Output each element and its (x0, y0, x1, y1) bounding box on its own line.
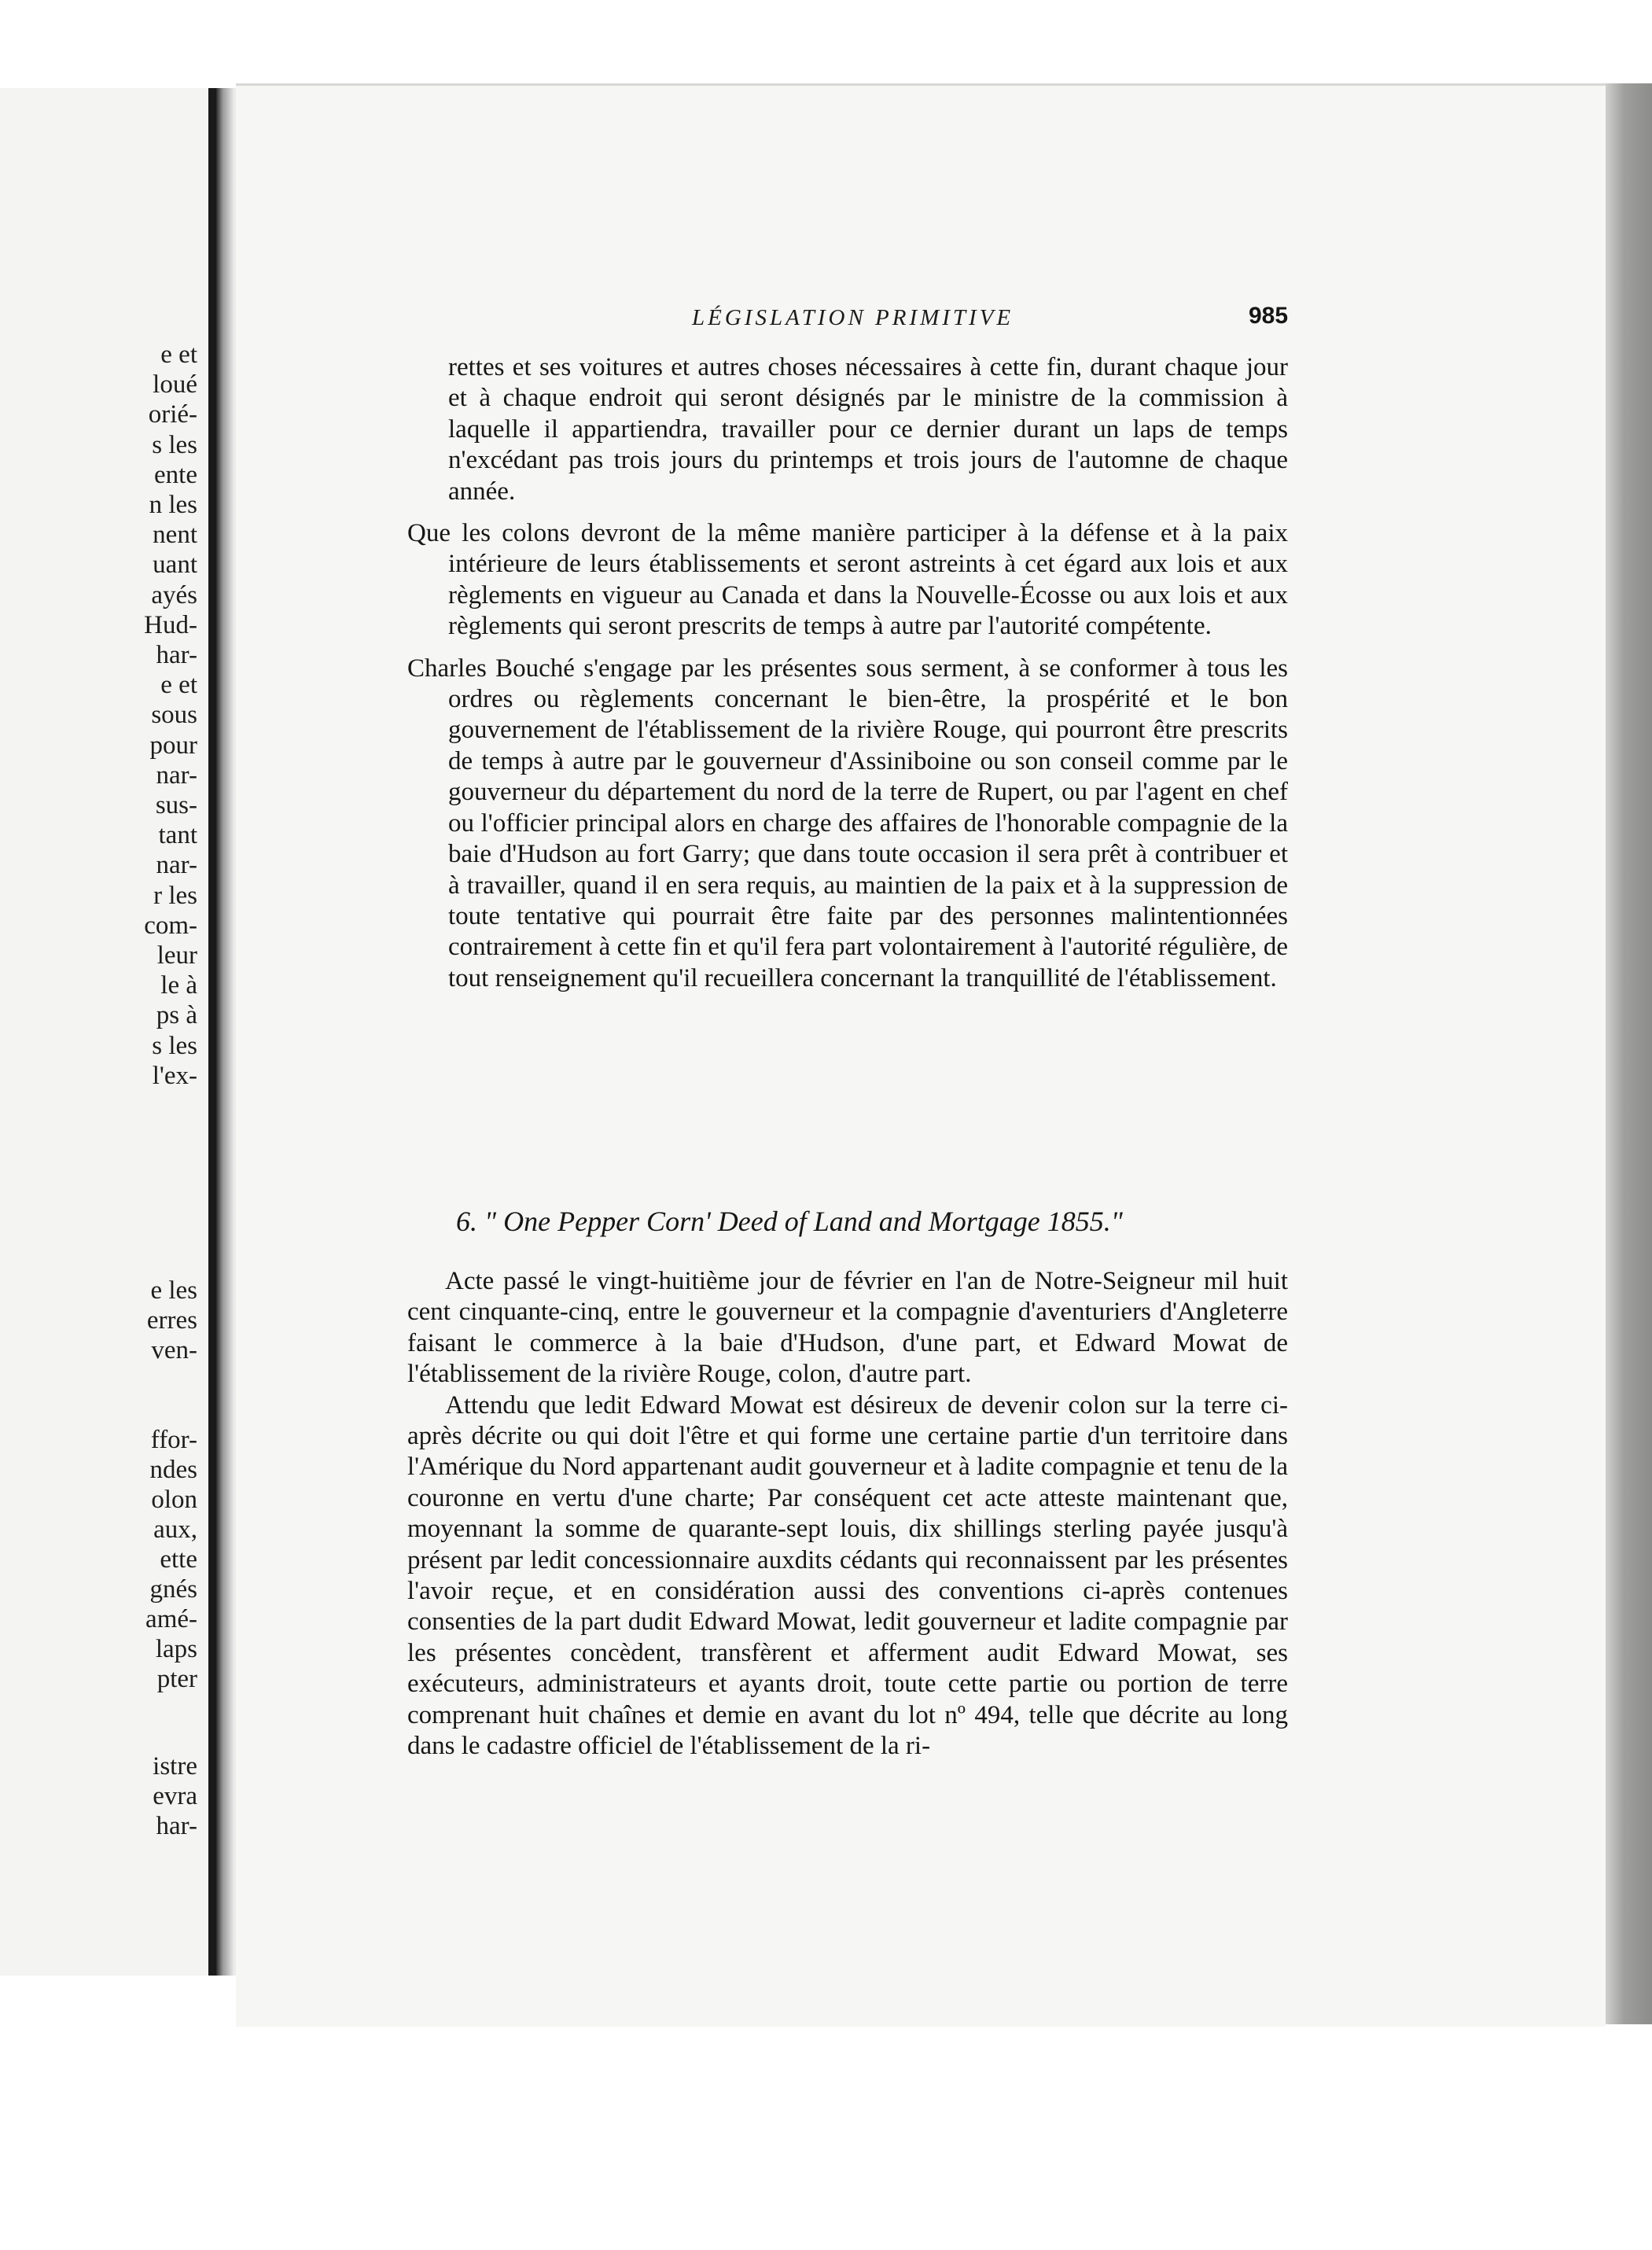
paragraph-colons-defense: Que les colons devront de la même manière participer à la défense et à la paix intérieure de leurs établissements et seront astreints à cet égard aux lois et aux règlements en vigueur au Canada et dans la Nouvelle-Écosse ou aux lois et aux règlements qui seront prescrits de temps à autre par l'autorité compétente. (407, 519, 1288, 641)
left-page-fragment: laps (155, 1635, 197, 1663)
left-facing-page (0, 88, 216, 1976)
left-page-fragment: r les (153, 882, 197, 910)
left-page-fragment: e et (160, 341, 197, 369)
left-page-fragment: nar- (156, 851, 197, 879)
left-page-fragment: orié- (148, 400, 197, 429)
left-page-fragment: Hud- (144, 611, 197, 639)
left-page-fragment: pour (149, 731, 197, 760)
left-page-fragment: com- (144, 911, 197, 940)
left-page-fragment: s les (152, 431, 197, 459)
body-text-deed (407, 1266, 1288, 1762)
left-page-fragment: har- (156, 1812, 197, 1840)
deed-paragraph-attendu: Attendu que ledit Edward Mowat est désireux de devenir colon sur la terre ci-après décrite ou qui doit l'être et qui forme une certaine partie d'un territoire dans l'Amérique du Nord appartenant audit gouverneur et à ladite compagnie et tenu de la couronne en vertu d'une charte; Par conséquent cet acte atteste maintenant que, moyennant la somme de quarante-sept louis, dix shillings sterling payée jusqu'à présent par ledit concessionnaire auxdits cédants qui reconnaissent par les présentes l'avoir reçue, et en considération aussi des conventions ci-après contenues consenties de la part dudit Edward Mowat, ledit gouverneur et ladite compagnie par les présentes concèdent, transfèrent et afferment audit Edward Mowat, ses exécuteurs, administrateurs et ayants droit, toute cette partie ou portion de terre comprenant huit chaînes et demie en avant du lot nº 494, telle que décrite au long dans le cadastre officiel de l'établissement de la ri- (407, 1390, 1288, 1761)
left-page-fragment: leur (156, 941, 197, 970)
left-page-fragment: aux, (153, 1515, 197, 1544)
left-page-fragment: pter (156, 1665, 197, 1693)
left-page-fragment: ps à (156, 1001, 197, 1029)
left-page-fragment: uant (153, 551, 197, 579)
left-page-fragment: amé- (145, 1605, 197, 1633)
page-edge-shadow (1606, 83, 1652, 2024)
left-page-fragment: le à (160, 971, 197, 1000)
section-heading: 6. " One Pepper Corn' Deed of Land and Mortgage 1855." (456, 1206, 1123, 1237)
page-number: 985 (1249, 303, 1289, 329)
left-page-fragment: ffor- (150, 1426, 197, 1454)
paragraph-continuation: rettes et ses voitures et autres choses nécessaires à cette fin, durant chaque jour et à chaque endroit qui seront désignés par le ministre de la commission à laquelle il appartiendra, travailler pour ce dernier durant un laps de temps n'excédant pas trois jours du printemps et trois jours de l'automne de chaque année. (448, 353, 1288, 506)
left-page-fragment: n les (149, 491, 197, 519)
left-page-fragment: har- (156, 641, 197, 669)
left-page-fragment: erres (146, 1306, 197, 1335)
body-text-upper (407, 352, 1288, 994)
left-page-fragment: ayés (151, 581, 197, 609)
deed-paragraph-preamble: Acte passé le vingt-huitième jour de février en l'an de Notre-Seigneur mil huit cent cinquante-cinq, entre le gouverneur et la compagnie d'aventuriers d'Angleterre faisant le commerce à la baie d'Hudson, d'une part, et Edward Mowat de l'établissement de la rivière Rouge, colon, d'autre part. (407, 1267, 1288, 1389)
left-page-fragment: e les (150, 1276, 197, 1305)
left-page-fragment: ndes (149, 1456, 197, 1484)
left-page-fragment: tant (158, 821, 197, 849)
left-page-fragment: ette (160, 1545, 197, 1574)
left-page-fragment: gnés (149, 1575, 197, 1604)
left-page-fragment: s les (152, 1032, 197, 1060)
left-page-fragment: nent (153, 521, 197, 549)
running-head: LÉGISLATION PRIMITIVE (692, 305, 1014, 330)
left-page-fragment: evra (153, 1782, 197, 1810)
left-page-fragment: nar- (156, 761, 197, 790)
left-page-fragment: ente (154, 461, 197, 489)
left-page-fragment: l'ex- (152, 1062, 197, 1090)
left-page-fragment: loué (153, 370, 197, 399)
left-page-fragment: ven- (151, 1336, 197, 1364)
left-page-fragment: sous (151, 701, 197, 729)
book-gutter (216, 88, 238, 1976)
left-page-fragment: istre (153, 1752, 197, 1780)
left-page-fragment: e et (160, 671, 197, 699)
left-page-fragment: olon (151, 1486, 197, 1514)
left-page-fragment: sus- (155, 791, 197, 819)
paragraph-charles-bouche: Charles Bouché s'engage par les présentes sous serment, à se conformer à tous les ordres ou règlements concernant le bien-être, la prospérité et le bon gouvernement de l'établissement de la rivière Rouge, qui pourront être prescrits de temps à autre par le gouverneur d'Assiniboine ou son conseil comme par le gouverneur du département du nord de la terre de Rupert, ou par l'agent en chef ou l'officier principal alors en charge des affaires de l'honorable compagnie de la baie d'Hudson au fort Garry; que dans toute occasion il sera prêt à contribuer et à travailler, quand il en sera requis, au maintien de la paix et à la suppression de toute tentative qui pourrait être faite par des personnes malintentionnées contrairement à cette fin et qu'il fera part volontairement à l'autorité régulière, de tout renseignement qu'il recueillera concernant la tranquillité de l'établissement. (407, 654, 1288, 992)
